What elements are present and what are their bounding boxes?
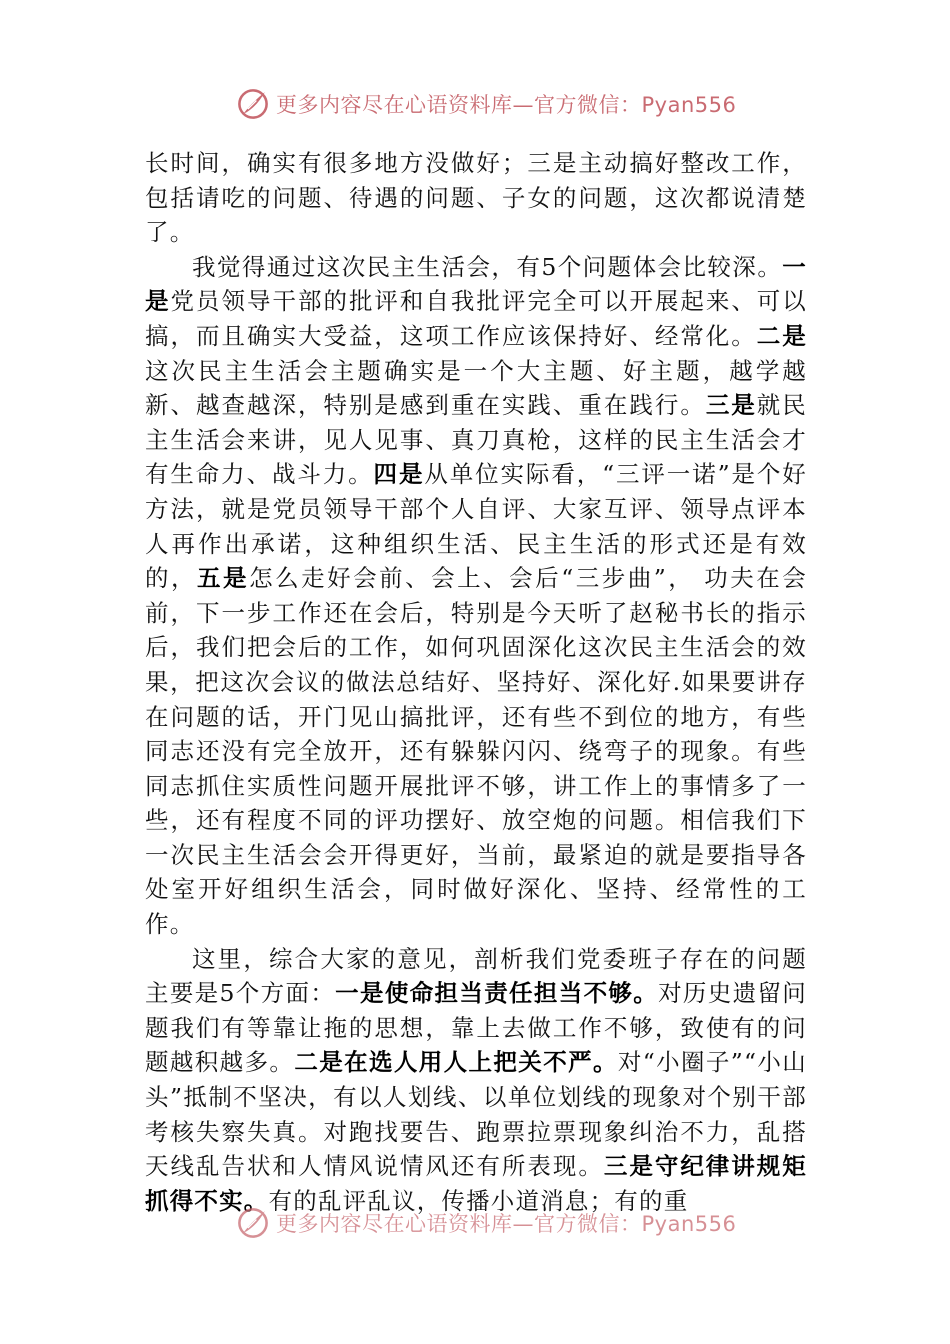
paragraph (145, 942, 807, 1219)
bold-heading-run: 三是守纪律讲规矩抓得不实。 (145, 1152, 807, 1215)
bold-heading-run: 一是 (145, 252, 807, 316)
text-run: 怎么走好会前、会上、会后“三步曲”， 功夫在会前，下一步工作还在会后，特别是今天听了赵秘书长的指示后，我们把会后的工作，如何巩固深化这次民主生活会的效果，把这次会议的做法总结好、坚持好、深化好.如果要讲存在问题的话，开门见山搞批评，还有些不到位的地方，有些同志还没有完全放开，还有躲躲闪闪、绕弯子的现象。有些同志抓住实质性问题开展批评不够，讲工作上的事情多了一些，还有程度不同的评功摆好、放空炮的问题。相信我们下一次民主生活会会开得更好，当前，最紧迫的就是要指导各处室开好组织生活会，同时做好深化、坚持、经常性的工作。 (145, 564, 807, 939)
bold-heading-run: 五是 (197, 564, 250, 593)
text-run: 对历史遗留问题我们有等靠让拖的思想，靠上去做工作不够，致使有的问题越积越多。 (145, 979, 807, 1077)
watermark-text: 更多内容尽在心语资料库—官方微信：Pyan556 (276, 1212, 737, 1236)
paragraph (145, 146, 807, 250)
paragraph (145, 250, 807, 942)
quill-logo-icon (236, 87, 270, 121)
watermark-header (236, 86, 736, 122)
text-run: 这里，综合大家的意见，剖析我们党委班子存在的问题主要是5个方面： (145, 944, 807, 1008)
text-run: 对“小圈子”“小山头”抵制不坚决，有以人划线、以单位划线的现象对个别干部考核失察失真。对跑找要告、跑票拉票现象纠治不力，乱搭天线乱告状和人情风说情风还有所表现。 (145, 1048, 808, 1181)
document-body (145, 146, 807, 1218)
text-run: 这次民主生活会主题确实是一个大主题、好主题，越学越新、越查越深，特别是感到重在实践、重在践行。 (145, 356, 807, 420)
watermark-footer (236, 1205, 736, 1241)
bold-heading-run: 二是在选人用人上把关不严。 (294, 1048, 618, 1077)
text-run: 从单位实际看，“三评一诺”是个好方法，就是党员领导干部个人自评、大家互评、领导点评本人再作出承诺，这种组织生活、民主生活的形式还是有效的， (145, 460, 807, 593)
bold-heading-run: 三是 (705, 391, 757, 420)
text-run: 党员领导干部的批评和自我批评完全可以开展起来、可以搞，而且确实大受益，这项工作应该保持好、经常化。 (145, 287, 808, 350)
watermark-text: 更多内容尽在心语资料库—官方微信：Pyan556 (276, 93, 737, 117)
text-run: 就民主生活会来讲，见人见事、真刀真枪，这样的民主生活会才有生命力、战斗力。 (145, 391, 807, 489)
bold-heading-run: 一是使命担当责任担当不够。 (335, 979, 659, 1008)
bold-heading-run: 四是 (373, 460, 425, 489)
text-run: 长时间，确实有很多地方没做好；三是主动搞好整改工作，包括请吃的问题、待遇的问题、子女的问题，这次都说清楚了。 (145, 149, 807, 247)
text-run: 我觉得通过这次民主生活会，有5个问题体会比较深。 (192, 252, 783, 281)
text-run: 有的乱评乱议，传播小道消息；有的重 (268, 1186, 689, 1215)
quill-logo-icon (236, 1206, 270, 1240)
bold-heading-run: 二是 (756, 321, 807, 350)
